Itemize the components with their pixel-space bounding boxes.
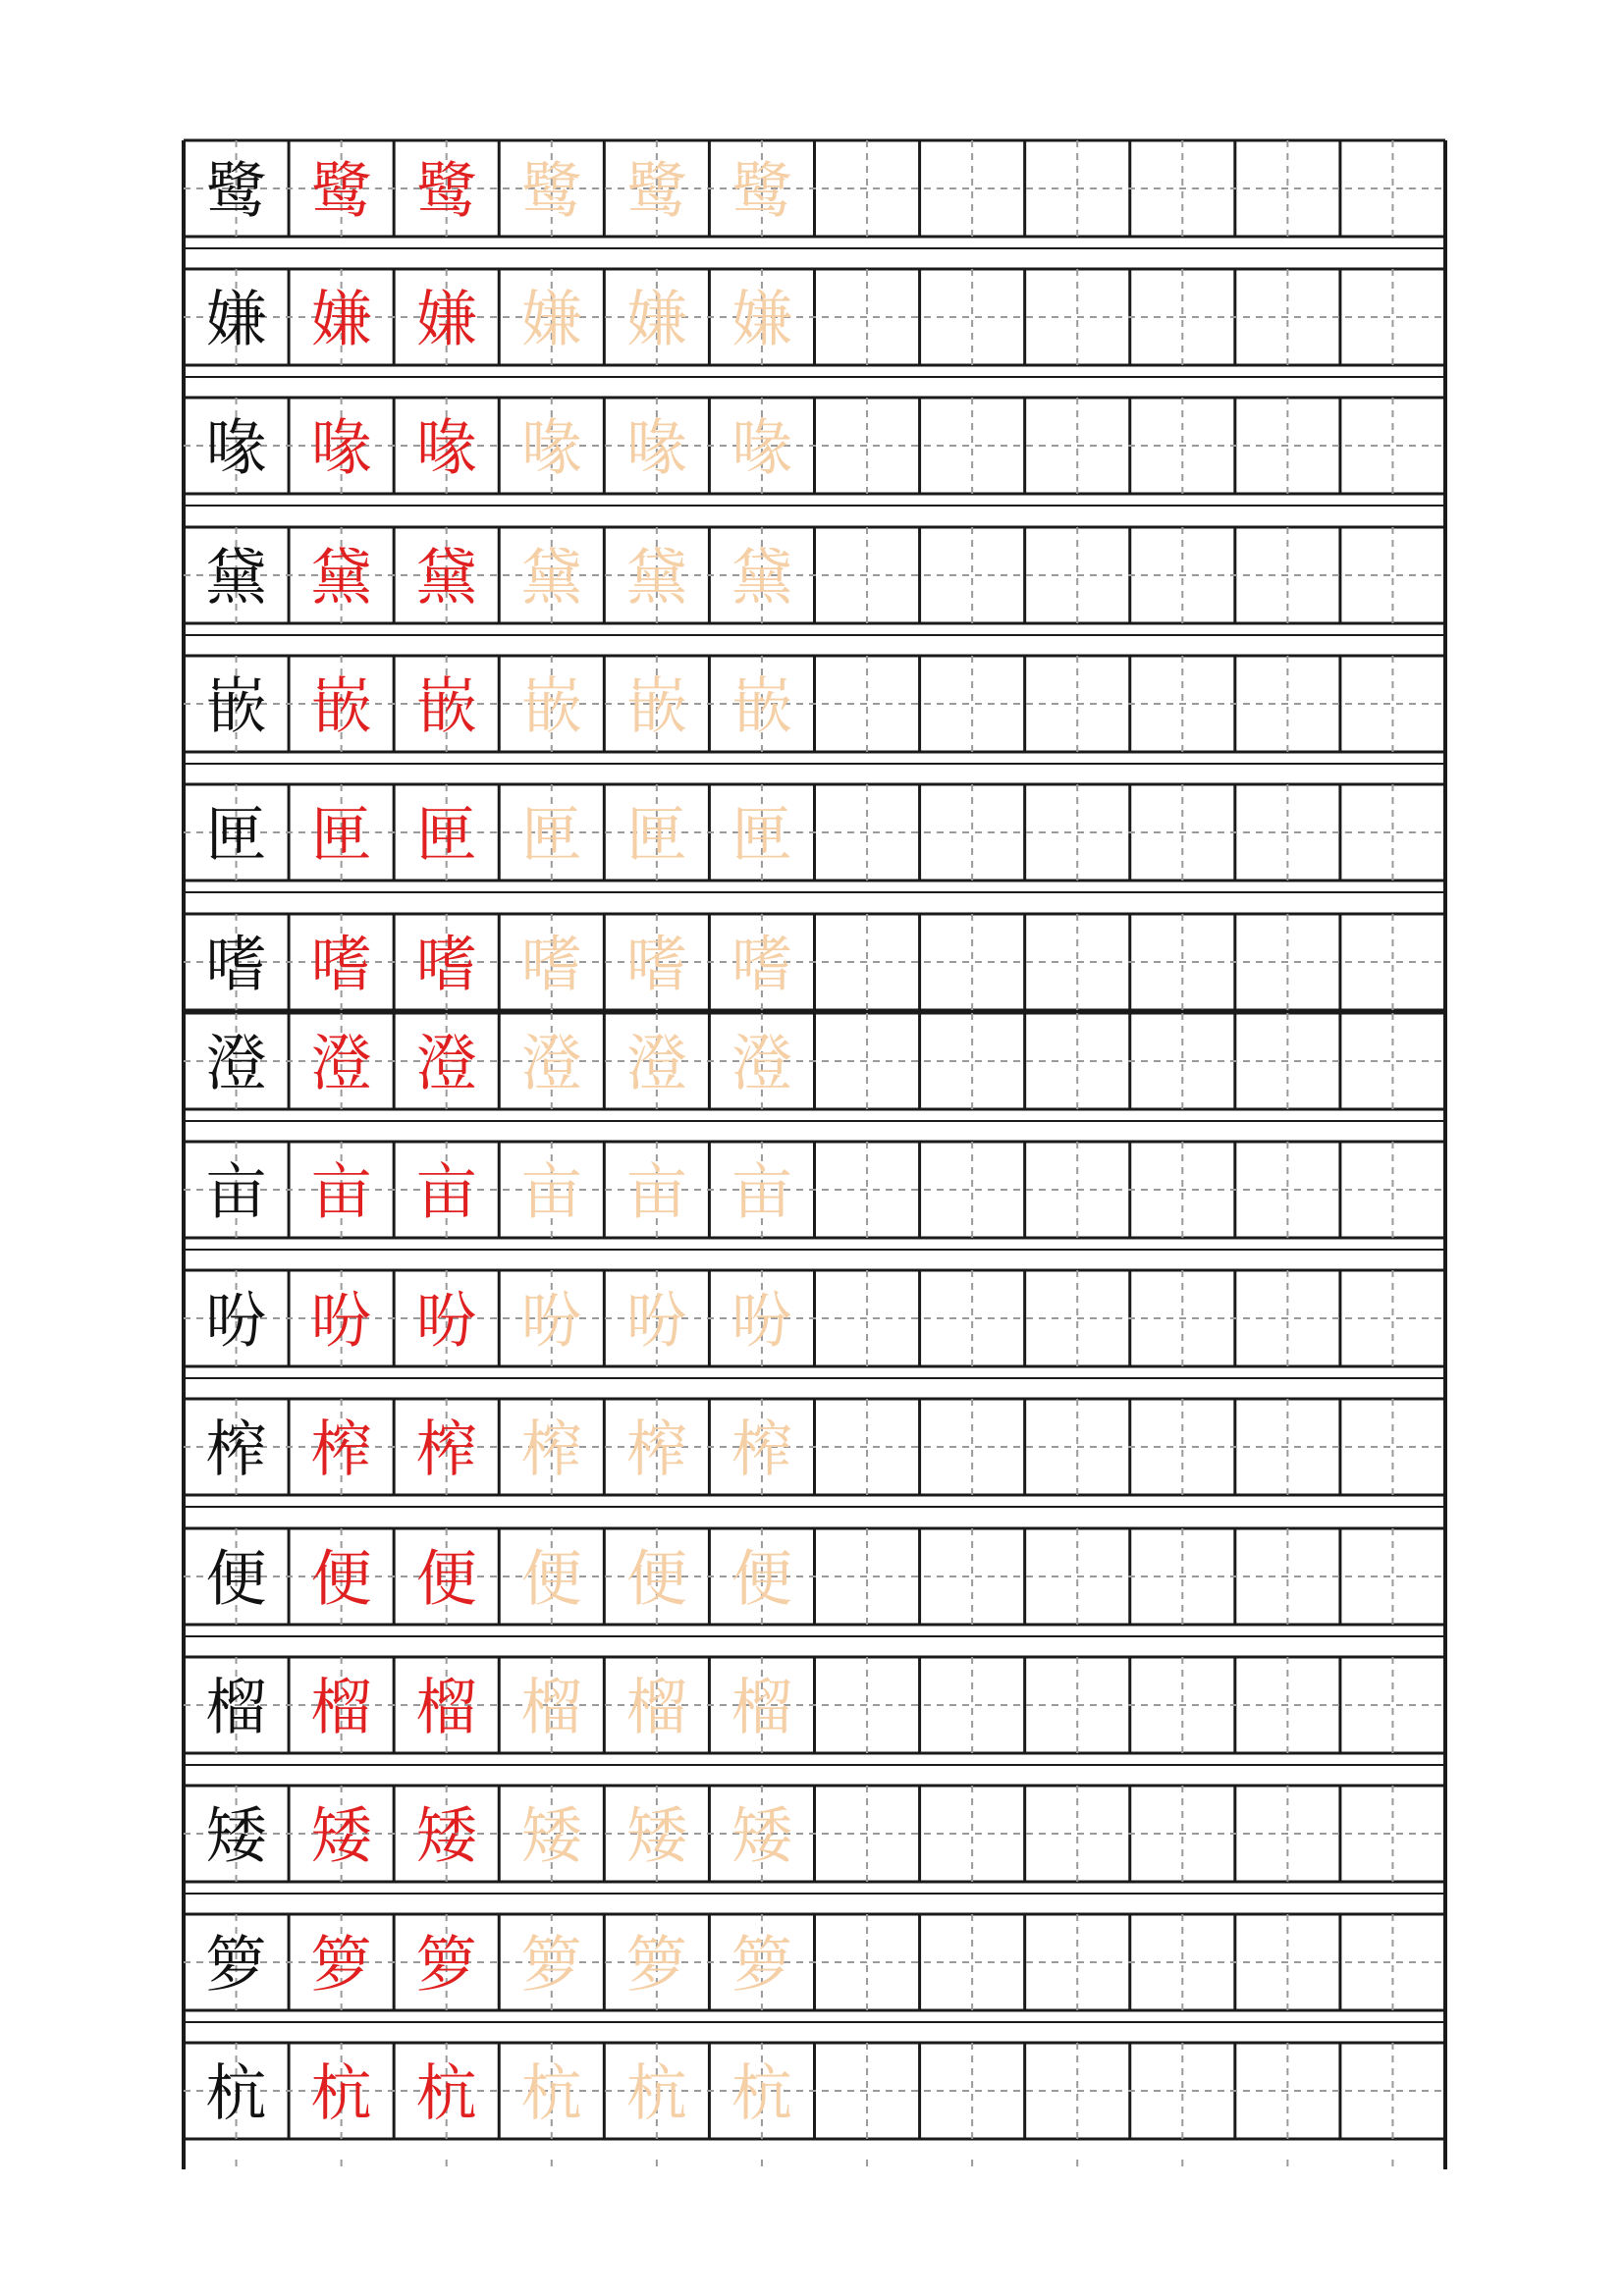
example-character: 嗜 — [310, 928, 372, 1000]
trace-character: 嗜 — [520, 928, 582, 1000]
trace-character: 嗜 — [731, 928, 792, 1000]
example-character: 嗜 — [415, 928, 477, 1000]
model-character: 匣 — [205, 798, 267, 871]
example-character: 鹭 — [310, 154, 372, 227]
trace-character: 鹭 — [731, 154, 792, 227]
example-character: 便 — [310, 1542, 372, 1615]
trace-character: 鹭 — [520, 154, 582, 227]
example-character: 匣 — [415, 798, 477, 871]
example-character: 喙 — [310, 411, 372, 484]
trace-character: 吩 — [520, 1284, 582, 1357]
trace-character: 榴 — [731, 1671, 792, 1743]
trace-character: 黛 — [625, 541, 687, 614]
trace-character: 榨 — [731, 1413, 792, 1485]
model-character: 喙 — [205, 411, 267, 484]
example-character: 黛 — [310, 541, 372, 614]
trace-character: 便 — [625, 1542, 687, 1615]
trace-character: 喙 — [731, 411, 792, 484]
model-character: 便 — [205, 1542, 267, 1615]
example-character: 矮 — [415, 1799, 477, 1872]
trace-character: 嫌 — [731, 283, 792, 355]
trace-character: 榴 — [625, 1671, 687, 1743]
trace-character: 箩 — [731, 1928, 792, 2001]
trace-character: 亩 — [520, 1155, 582, 1228]
example-character: 榴 — [310, 1671, 372, 1743]
model-character: 杭 — [205, 2056, 267, 2129]
example-character: 榨 — [310, 1413, 372, 1485]
model-character: 榴 — [205, 1671, 267, 1743]
model-character: 矮 — [205, 1799, 267, 1872]
example-character: 匣 — [310, 798, 372, 871]
trace-character: 嫌 — [625, 283, 687, 355]
trace-character: 箩 — [520, 1928, 582, 2001]
model-character: 鹭 — [205, 154, 267, 227]
trace-character: 嵌 — [520, 669, 582, 742]
example-character: 吩 — [310, 1284, 372, 1357]
example-character: 喙 — [415, 411, 477, 484]
example-character: 鹭 — [415, 154, 477, 227]
trace-character: 澄 — [625, 1027, 687, 1099]
trace-character: 匣 — [731, 798, 792, 871]
example-character: 亩 — [415, 1155, 477, 1228]
trace-character: 匣 — [520, 798, 582, 871]
trace-character: 澄 — [520, 1027, 582, 1099]
example-character: 榨 — [415, 1413, 477, 1485]
example-character: 黛 — [415, 541, 477, 614]
example-character: 箩 — [415, 1928, 477, 2001]
trace-character: 矮 — [625, 1799, 687, 1872]
example-character: 嫌 — [415, 283, 477, 355]
example-character: 矮 — [310, 1799, 372, 1872]
trace-character: 便 — [520, 1542, 582, 1615]
example-character: 箩 — [310, 1928, 372, 2001]
trace-character: 矮 — [731, 1799, 792, 1872]
trace-character: 嗜 — [625, 928, 687, 1000]
trace-character: 便 — [731, 1542, 792, 1615]
trace-character: 榨 — [625, 1413, 687, 1485]
trace-character: 黛 — [731, 541, 792, 614]
model-character: 澄 — [205, 1027, 267, 1099]
model-character: 吩 — [205, 1284, 267, 1357]
example-character: 杭 — [415, 2056, 477, 2129]
example-character: 杭 — [310, 2056, 372, 2129]
trace-character: 亩 — [731, 1155, 792, 1228]
model-character: 榨 — [205, 1413, 267, 1485]
trace-character: 矮 — [520, 1799, 582, 1872]
example-character: 嵌 — [415, 669, 477, 742]
model-character: 嫌 — [205, 283, 267, 355]
example-character: 亩 — [310, 1155, 372, 1228]
trace-character: 吩 — [625, 1284, 687, 1357]
trace-character: 喙 — [625, 411, 687, 484]
trace-character: 吩 — [731, 1284, 792, 1357]
trace-character: 嫌 — [520, 283, 582, 355]
trace-character: 喙 — [520, 411, 582, 484]
model-character: 嵌 — [205, 669, 267, 742]
model-character: 黛 — [205, 541, 267, 614]
trace-character: 嵌 — [625, 669, 687, 742]
trace-character: 榴 — [520, 1671, 582, 1743]
example-character: 吩 — [415, 1284, 477, 1357]
example-character: 嵌 — [310, 669, 372, 742]
trace-character: 澄 — [731, 1027, 792, 1099]
example-character: 澄 — [415, 1027, 477, 1099]
trace-character: 杭 — [625, 2056, 687, 2129]
trace-character: 匣 — [625, 798, 687, 871]
trace-character: 黛 — [520, 541, 582, 614]
model-character: 亩 — [205, 1155, 267, 1228]
trace-character: 箩 — [625, 1928, 687, 2001]
trace-character: 鹭 — [625, 154, 687, 227]
trace-character: 杭 — [731, 2056, 792, 2129]
trace-character: 榨 — [520, 1413, 582, 1485]
trace-character: 杭 — [520, 2056, 582, 2129]
trace-character: 亩 — [625, 1155, 687, 1228]
example-character: 澄 — [310, 1027, 372, 1099]
example-character: 榴 — [415, 1671, 477, 1743]
example-character: 便 — [415, 1542, 477, 1615]
trace-character: 嵌 — [731, 669, 792, 742]
model-character: 嗜 — [205, 928, 267, 1000]
example-character: 嫌 — [310, 283, 372, 355]
model-character: 箩 — [205, 1928, 267, 2001]
